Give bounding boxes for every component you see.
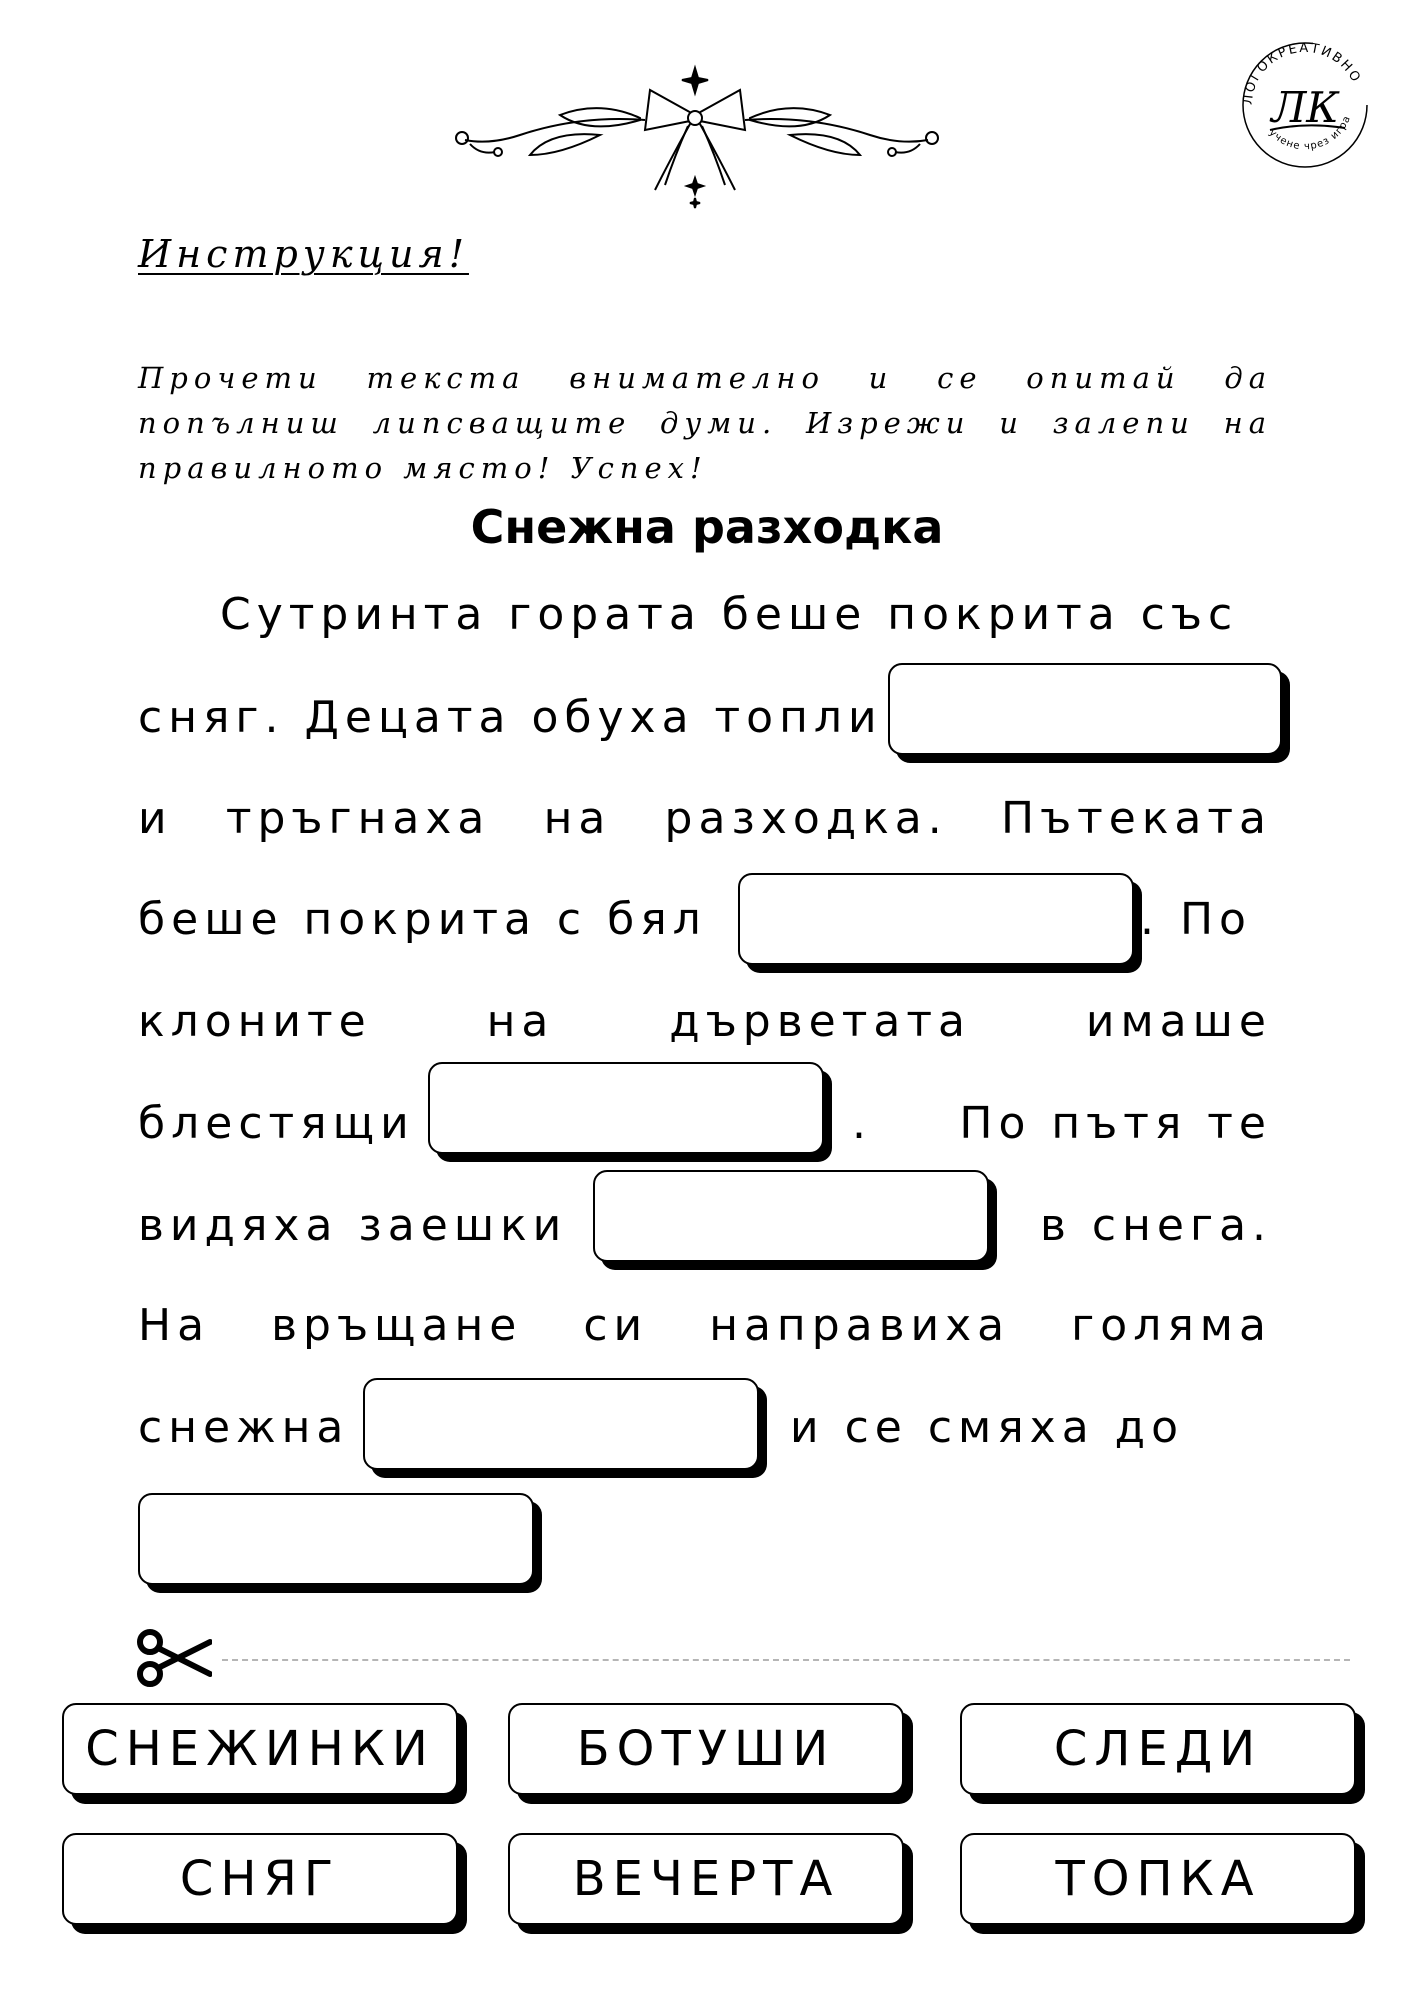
instructions-title: Инструкция! bbox=[138, 232, 469, 276]
story-text: . По bbox=[1140, 894, 1252, 945]
story-word: тръгнаха bbox=[225, 793, 491, 844]
story-text: беше покрита с бял bbox=[138, 894, 707, 945]
story-line-9-end bbox=[790, 1398, 1272, 1458]
story-text: видяха заешки bbox=[138, 1200, 568, 1251]
story-word: На bbox=[138, 1300, 211, 1351]
story-line-8 bbox=[138, 1296, 1272, 1356]
story-word: и bbox=[138, 793, 173, 844]
story-word: имаше bbox=[1085, 996, 1272, 1047]
story-word: голяма bbox=[1071, 1300, 1272, 1351]
story-line-3 bbox=[138, 789, 1272, 849]
word-card[interactable]: ВЕЧЕРТА bbox=[508, 1833, 904, 1925]
blank-box-6[interactable] bbox=[138, 1493, 534, 1585]
story-word: на bbox=[486, 996, 555, 1047]
story-line-6-dot bbox=[852, 1094, 882, 1154]
cut-line bbox=[222, 1659, 1350, 1661]
story-text: По пътя те bbox=[959, 1098, 1272, 1149]
story-title: Снежна разходка bbox=[470, 500, 944, 554]
story-word: дърветата bbox=[669, 996, 971, 1047]
word-card[interactable]: ТОПКА bbox=[960, 1833, 1356, 1925]
story-word: направиха bbox=[709, 1300, 1011, 1351]
svg-text:ЛОГОКРЕАТИВНО: ЛОГОКРЕАТИВНО bbox=[1240, 40, 1364, 106]
blank-box-4[interactable] bbox=[593, 1170, 989, 1262]
blank-box-2[interactable] bbox=[738, 873, 1134, 965]
story-word: си bbox=[583, 1300, 649, 1351]
story-line-6-end bbox=[936, 1094, 1272, 1154]
blank-box-3[interactable] bbox=[428, 1062, 824, 1154]
story-text: снежна bbox=[138, 1402, 350, 1453]
story-text: . bbox=[852, 1098, 872, 1149]
svg-text:ЛК: ЛК bbox=[1271, 83, 1339, 132]
story-line-7-end bbox=[1040, 1196, 1272, 1256]
word-card[interactable]: СЛЕДИ bbox=[960, 1703, 1356, 1795]
scissors-icon bbox=[136, 1628, 212, 1688]
story-text: в снега. bbox=[1040, 1200, 1273, 1251]
story-word: разходка. bbox=[664, 793, 948, 844]
story-word: Пътеката bbox=[1000, 793, 1272, 844]
word-card[interactable]: БОТУШИ bbox=[508, 1703, 904, 1795]
story-text: и се смяха до bbox=[790, 1402, 1185, 1453]
story-line-5 bbox=[138, 992, 1272, 1052]
story-word: на bbox=[543, 793, 612, 844]
story-text: Сутринта гората беше покрита със bbox=[220, 589, 1239, 640]
story-text: сняг. Децата обуха топли bbox=[138, 692, 883, 743]
story-word: връщане bbox=[271, 1300, 523, 1351]
logo bbox=[1230, 30, 1380, 180]
word-card[interactable]: СНЕЖИНКИ bbox=[62, 1703, 458, 1795]
svg-text:учене чрез игра: учене чрез игра bbox=[1266, 113, 1354, 153]
bow-ornament-icon bbox=[450, 60, 950, 210]
story-text: блестящи bbox=[138, 1098, 415, 1149]
instructions-text: Прочети текста внимателно и се опитай да попълниш липсващите думи. Изрежи и залепи на правилното място! Успех! bbox=[138, 361, 1272, 485]
blank-box-1[interactable] bbox=[888, 663, 1282, 755]
word-card[interactable]: СНЯГ bbox=[62, 1833, 458, 1925]
story-line-4-end bbox=[1140, 890, 1280, 950]
story-word: клоните bbox=[138, 996, 372, 1047]
blank-box-5[interactable] bbox=[363, 1378, 759, 1470]
story-line-1 bbox=[220, 585, 1272, 645]
